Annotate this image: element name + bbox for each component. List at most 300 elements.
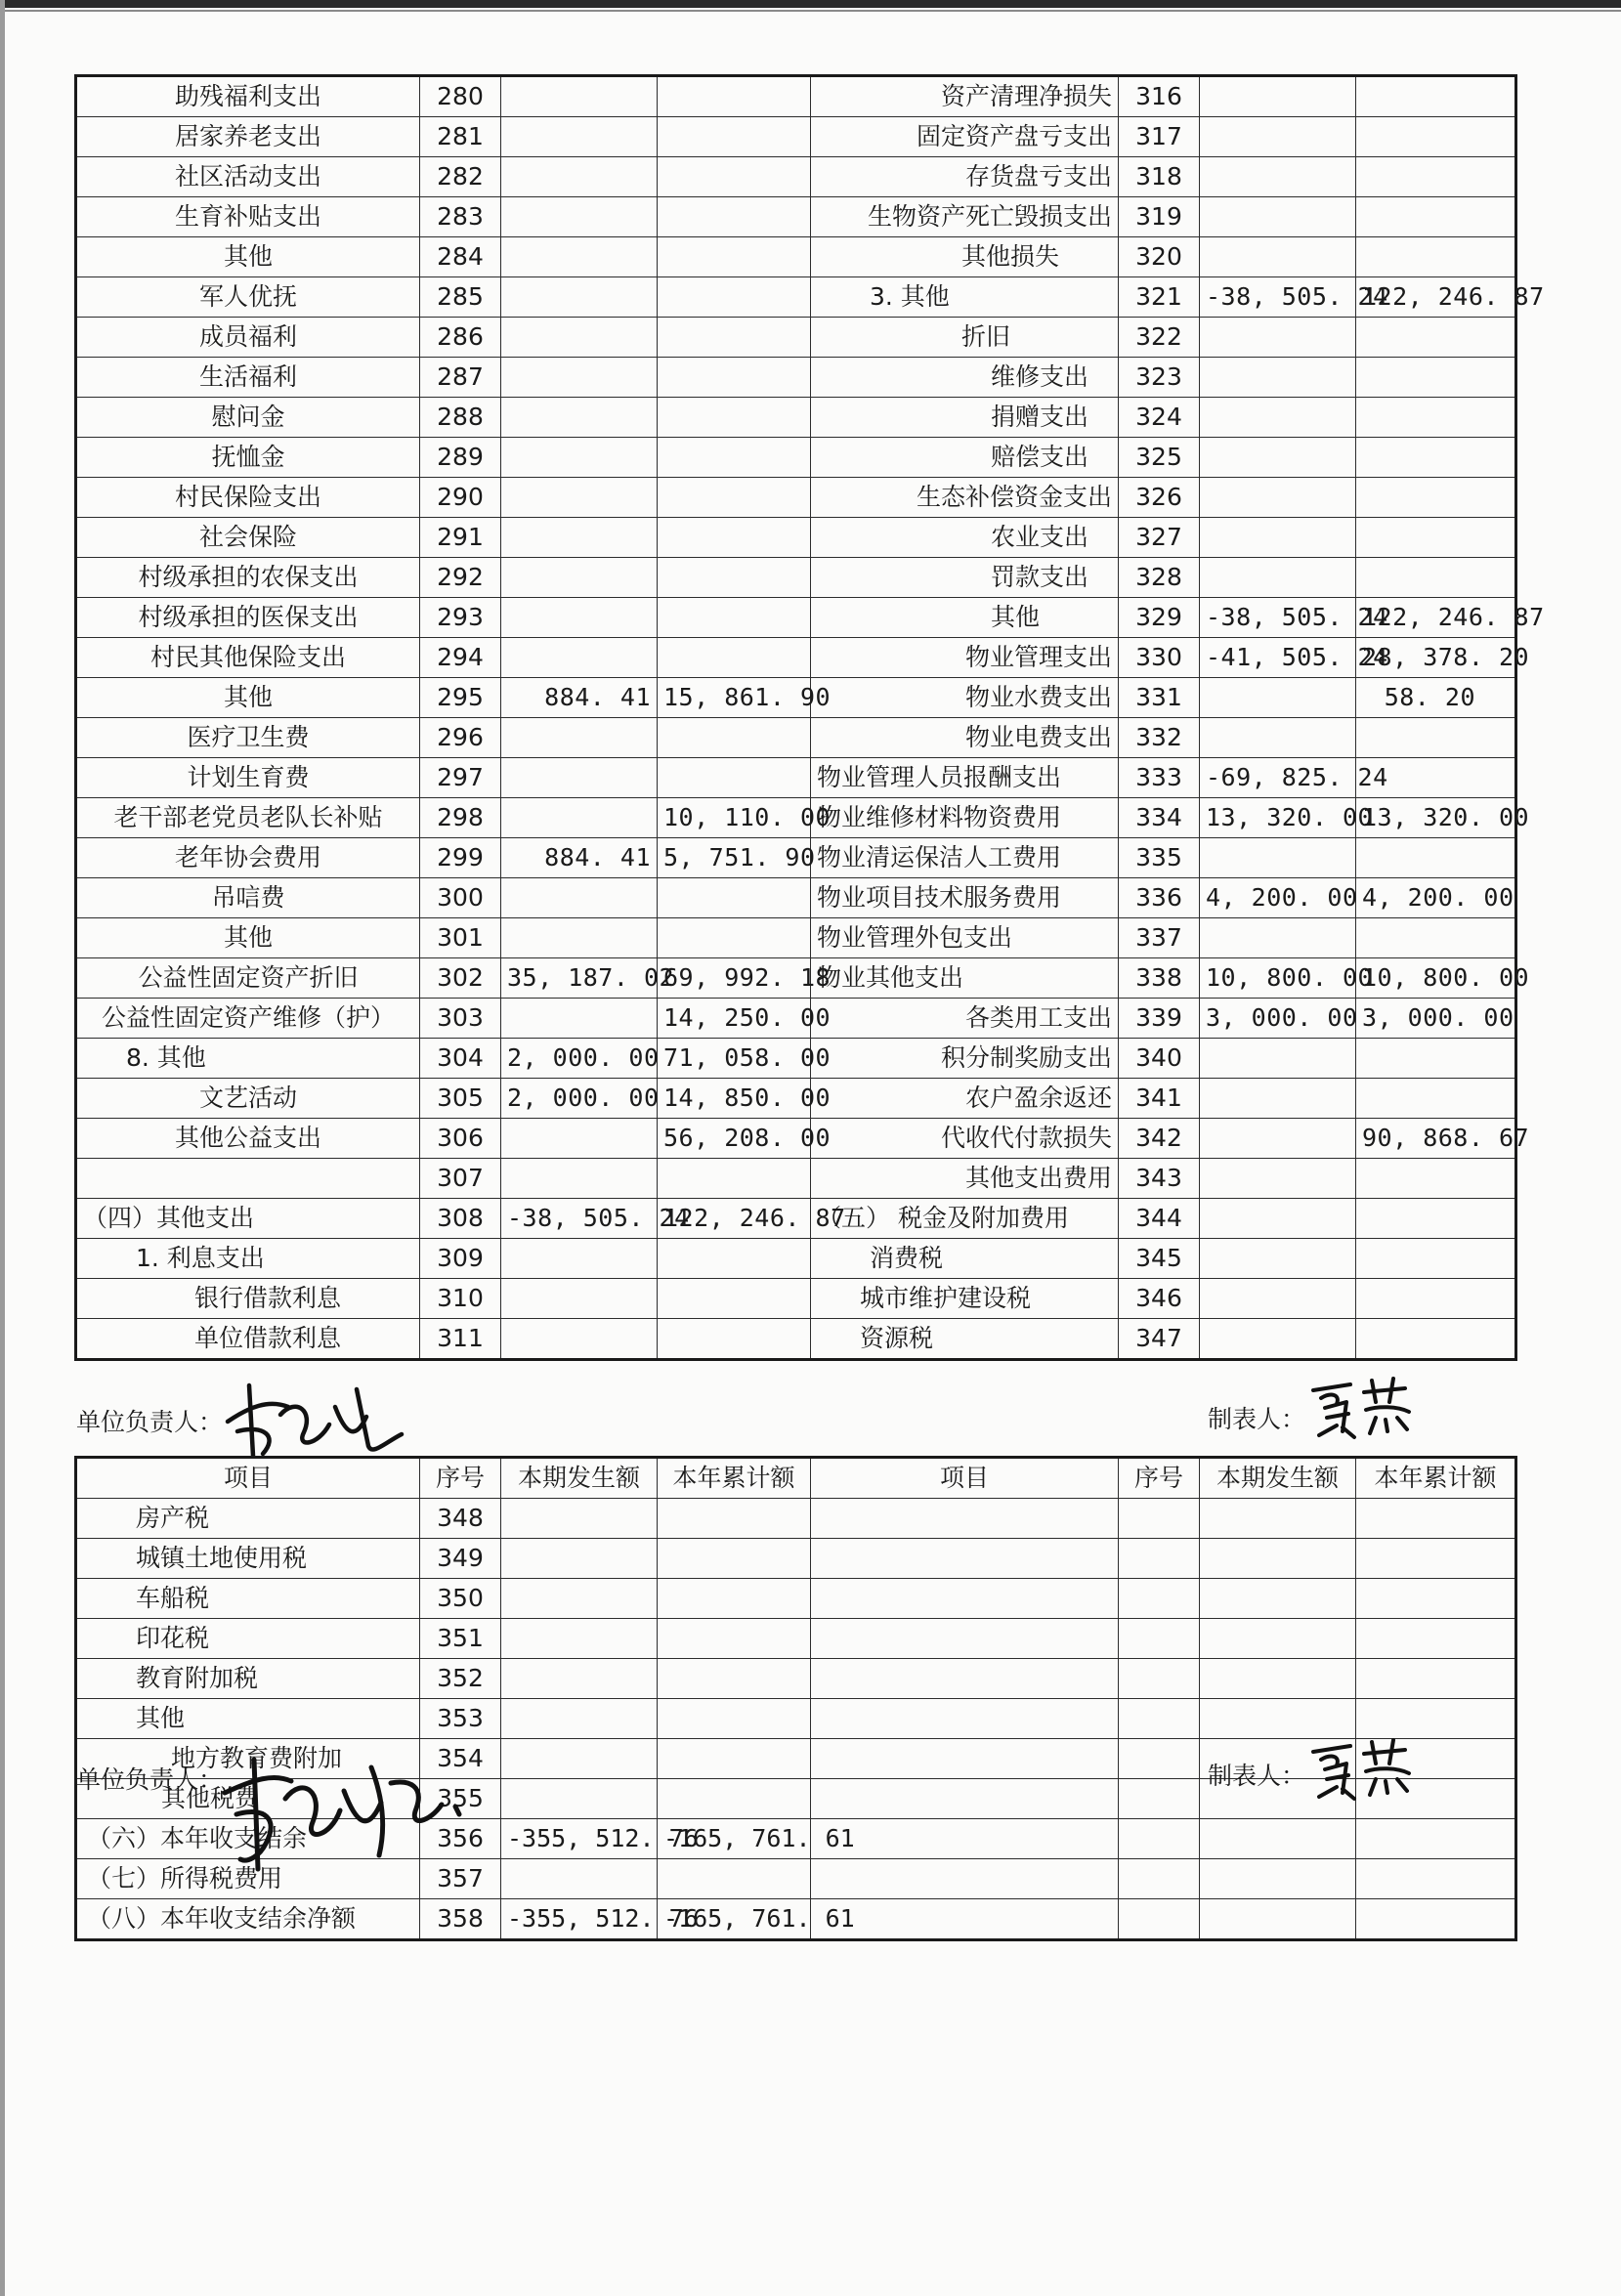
seq-cell: 352 [420,1659,501,1699]
item-cell: 文艺活动 [76,1079,420,1119]
ytd-cell [658,1579,811,1619]
current-cell [501,1279,658,1319]
seq-cell: 281 [420,117,501,157]
item-cell: 资产清理净损失 [811,76,1119,117]
ytd-cell [658,1619,811,1659]
item-cell: 生物资产死亡毁损支出 [811,197,1119,237]
table-row [76,1239,1516,1279]
ytd-cell [658,398,811,438]
item-cell: 抚恤金 [76,438,420,478]
item-cell: 计划生育费 [76,758,420,798]
table-row [76,598,1516,638]
ytd-cell: 3, 000. 00 [1356,999,1516,1039]
current-cell [1200,1319,1356,1360]
ytd-cell [658,558,811,598]
item-cell: 其他税费 [76,1779,420,1819]
ytd-cell [658,878,811,918]
item-cell: 存货盘亏支出 [811,157,1119,197]
ytd-cell: 10, 800. 00 [1356,958,1516,999]
current-cell [501,438,658,478]
seq-cell: 287 [420,358,501,398]
ytd-cell [1356,1239,1516,1279]
current-cell [501,398,658,438]
ytd-cell [1356,1159,1516,1199]
ytd-cell [658,1239,811,1279]
ytd-cell [658,1159,811,1199]
current-cell: 13, 320. 00 [1200,798,1356,838]
seq-cell: 319 [1119,197,1200,237]
current-cell [501,1699,658,1739]
current-cell [501,918,658,958]
current-cell: 884. 41 [501,678,658,718]
seq-cell: 338 [1119,958,1200,999]
header-current-2: 本期发生额 [1200,1458,1356,1499]
ytd-cell [658,318,811,358]
ytd-cell [658,758,811,798]
ytd-cell: 90, 868. 67 [1356,1119,1516,1159]
seq-cell: 297 [420,758,501,798]
item-cell: 吊唁费 [76,878,420,918]
table-row [76,1159,1516,1199]
current-cell: -38, 505. 24 [1200,598,1356,638]
item-cell: 资源税 [811,1319,1119,1360]
current-cell [501,157,658,197]
ytd-cell: 122, 246. 87 [1356,277,1516,318]
item-cell: 教育附加税 [76,1659,420,1699]
table-row [76,798,1516,838]
table-row [76,237,1516,277]
item-cell: 固定资产盘亏支出 [811,117,1119,157]
current-cell: 2, 000. 00 [501,1039,658,1079]
ytd-cell [1356,318,1516,358]
ytd-cell [658,1279,811,1319]
current-cell: -38, 505. 24 [501,1199,658,1239]
item-cell: 慰问金 [76,398,420,438]
item-cell: 物业清运保洁人工费用 [811,838,1119,878]
current-cell [501,598,658,638]
current-cell [1200,157,1356,197]
preparer-label: 制表人： [1208,1405,1306,1433]
table-row [76,398,1516,438]
current-cell [501,1739,658,1779]
seq-cell: 328 [1119,558,1200,598]
table-row [76,318,1516,358]
ytd-cell [1356,197,1516,237]
table-row [76,518,1516,558]
item-cell: 成员福利 [76,318,420,358]
table-row [76,638,1516,678]
seq-cell: 325 [1119,438,1200,478]
item-cell: 物业管理人员报酬支出 [811,758,1119,798]
seq-cell: 326 [1119,478,1200,518]
current-cell: -355, 512. 76 [501,1819,658,1859]
current-cell [501,1659,658,1699]
seq-cell: 308 [420,1199,501,1239]
current-cell: -355, 512. 76 [501,1899,658,1940]
seq-cell: 284 [420,237,501,277]
seq-cell: 320 [1119,237,1200,277]
header-ytd: 本年累计额 [658,1458,811,1499]
table-row [76,277,1516,318]
table-row [76,1899,1516,1940]
ytd-cell: 4, 200. 00 [1356,878,1516,918]
scan-top-edge-line [0,10,1621,12]
ytd-cell [1356,1079,1516,1119]
scan-top-edge [0,0,1621,8]
item-cell: 村级承担的医保支出 [76,598,420,638]
seq-cell: 299 [420,838,501,878]
current-cell [1200,358,1356,398]
header-seq: 序号 [420,1458,501,1499]
current-cell [501,1859,658,1899]
ytd-cell [1356,237,1516,277]
seq-cell: 302 [420,958,501,999]
item-cell: 代收代付款损失 [811,1119,1119,1159]
current-cell [501,758,658,798]
seq-cell: 293 [420,598,501,638]
item-cell: 其他 [76,918,420,958]
seq-cell: 336 [1119,878,1200,918]
current-cell [1200,1159,1356,1199]
ytd-cell [658,718,811,758]
ytd-cell [658,1859,811,1899]
item-cell: （七）所得税费用 [76,1859,420,1899]
item-cell: 城镇土地使用税 [76,1539,420,1579]
item-cell: 农户盈余返还 [811,1079,1119,1119]
current-cell [501,999,658,1039]
ytd-cell [658,918,811,958]
ytd-cell: 14, 250. 00 [658,999,811,1039]
ytd-cell: 10, 110. 00 [658,798,811,838]
unit-head-label: 单位负责人： [76,1408,224,1436]
item-cell: 折旧 [811,318,1119,358]
current-cell [501,358,658,398]
item-cell: 物业项目技术服务费用 [811,878,1119,918]
item-cell: 其他 [76,678,420,718]
ytd-cell: 58. 20 [1356,678,1516,718]
seq-cell: 341 [1119,1079,1200,1119]
current-cell [1200,76,1356,117]
ytd-cell [658,1699,811,1739]
current-cell: -38, 505. 24 [1200,277,1356,318]
current-cell [501,638,658,678]
table-row [76,157,1516,197]
unit-head-label-2: 单位负责人： [76,1765,224,1794]
seq-cell: 333 [1119,758,1200,798]
item-cell: 物业电费支出 [811,718,1119,758]
ytd-cell: 14, 850. 00 [658,1079,811,1119]
item-cell: 物业管理外包支出 [811,918,1119,958]
seq-cell: 294 [420,638,501,678]
seq-cell: 295 [420,678,501,718]
table-row [76,1699,1516,1739]
item-cell: 军人优抚 [76,277,420,318]
seq-cell: 353 [420,1699,501,1739]
seq-cell: 355 [420,1779,501,1819]
item-cell: 村级承担的农保支出 [76,558,420,598]
seq-cell: 304 [420,1039,501,1079]
table-row [76,918,1516,958]
current-cell [501,237,658,277]
header-row [76,1458,1516,1499]
item-cell: 城市维护建设税 [811,1279,1119,1319]
current-cell [1200,918,1356,958]
ytd-cell [658,197,811,237]
table-row [76,838,1516,878]
item-cell: 医疗卫生费 [76,718,420,758]
ytd-cell: -165, 761. 61 [658,1899,811,1940]
ytd-cell [658,438,811,478]
table-row [76,438,1516,478]
current-cell [501,1779,658,1819]
ytd-cell [1356,358,1516,398]
item-cell: （五） 税金及附加费用 [811,1199,1119,1239]
current-cell [501,1579,658,1619]
item-cell: 物业维修材料物资费用 [811,798,1119,838]
table-row [76,1079,1516,1119]
item-cell: 其他 [76,237,420,277]
seq-cell: 289 [420,438,501,478]
ytd-cell [1356,1319,1516,1360]
table-row [76,1619,1516,1659]
seq-cell: 357 [420,1859,501,1899]
seq-cell: 324 [1119,398,1200,438]
seq-cell: 311 [420,1319,501,1360]
seq-cell: 343 [1119,1159,1200,1199]
seq-cell: 280 [420,76,501,117]
ytd-cell [658,76,811,117]
seq-cell: 342 [1119,1119,1200,1159]
item-cell: 农业支出 [811,518,1119,558]
current-cell [501,878,658,918]
seq-cell: 332 [1119,718,1200,758]
item-cell: 积分制奖励支出 [811,1039,1119,1079]
current-cell [1200,678,1356,718]
seq-cell: 321 [1119,277,1200,318]
preparer-signature-1 [1307,1373,1415,1441]
current-cell [1200,117,1356,157]
current-cell: 3, 000. 00 [1200,999,1356,1039]
unit-head-signature-2 [215,1754,469,1881]
item-cell: （四）其他支出 [76,1199,420,1239]
table-row [76,1119,1516,1159]
ytd-cell [1356,558,1516,598]
item-cell: 老干部老党员老队长补贴 [76,798,420,838]
item-cell: 村民其他保险支出 [76,638,420,678]
item-cell: 其他支出费用 [811,1159,1119,1199]
current-cell [501,1539,658,1579]
current-cell [501,1119,658,1159]
table-row [76,718,1516,758]
seq-cell: 307 [420,1159,501,1199]
current-cell [1200,1079,1356,1119]
ytd-cell [658,1779,811,1819]
current-cell [1200,318,1356,358]
item-cell [76,1159,420,1199]
seq-cell: 354 [420,1739,501,1779]
current-cell [501,1499,658,1539]
table-row [76,358,1516,398]
item-cell: 赔偿支出 [811,438,1119,478]
item-cell: 车船税 [76,1579,420,1619]
seq-cell: 316 [1119,76,1200,117]
ytd-cell [1356,1199,1516,1239]
header-seq-2: 序号 [1119,1458,1200,1499]
current-cell [501,478,658,518]
seq-cell: 335 [1119,838,1200,878]
item-cell: 其他损失 [811,237,1119,277]
ytd-cell: 122, 246. 87 [1356,598,1516,638]
seq-cell: 340 [1119,1039,1200,1079]
current-cell [501,318,658,358]
seq-cell: 346 [1119,1279,1200,1319]
seq-cell: 347 [1119,1319,1200,1360]
preparer-label-2: 制表人： [1208,1762,1306,1790]
current-cell: -41, 505. 24 [1200,638,1356,678]
item-cell: 社会保险 [76,518,420,558]
ytd-cell [658,157,811,197]
ytd-cell [1356,76,1516,117]
unit-head-signature-1 [220,1378,405,1461]
ytd-cell [1356,157,1516,197]
ytd-cell [1356,918,1516,958]
table-row [76,1659,1516,1699]
ytd-cell: 15, 861. 90 [658,678,811,718]
seq-cell: 322 [1119,318,1200,358]
seq-cell: 329 [1119,598,1200,638]
current-cell [501,718,658,758]
item-cell: 物业水费支出 [811,678,1119,718]
seq-cell: 345 [1119,1239,1200,1279]
item-cell: 公益性固定资产维修（护） [76,999,420,1039]
item-cell: 助残福利支出 [76,76,420,117]
seq-cell: 283 [420,197,501,237]
current-cell [1200,197,1356,237]
current-cell [1200,438,1356,478]
table-row [76,76,1516,117]
current-cell [501,117,658,157]
seq-cell: 334 [1119,798,1200,838]
ytd-cell [1356,518,1516,558]
table-row [76,958,1516,999]
current-cell [1200,518,1356,558]
current-cell [501,1239,658,1279]
ytd-cell [658,277,811,318]
header-item: 项目 [76,1458,420,1499]
seq-cell: 350 [420,1579,501,1619]
item-cell: 地方教育费附加 [76,1739,420,1779]
current-cell [501,1619,658,1659]
item-cell: 生育补贴支出 [76,197,420,237]
item-cell: 村民保险支出 [76,478,420,518]
item-cell: 罚款支出 [811,558,1119,598]
current-cell: 10, 800. 00 [1200,958,1356,999]
ytd-cell [658,1659,811,1699]
seq-cell: 323 [1119,358,1200,398]
ytd-cell: 122, 246. 87 [658,1199,811,1239]
ytd-cell [1356,398,1516,438]
current-cell [1200,558,1356,598]
seq-cell: 290 [420,478,501,518]
seq-cell: 317 [1119,117,1200,157]
item-cell: 3. 其他 [811,277,1119,318]
table-row [76,999,1516,1039]
ytd-cell: 13, 320. 00 [1356,798,1516,838]
table-row [76,478,1516,518]
seq-cell: 330 [1119,638,1200,678]
seq-cell: 298 [420,798,501,838]
ytd-cell [658,518,811,558]
item-cell: 8. 其他 [76,1039,420,1079]
seq-cell: 292 [420,558,501,598]
current-cell [501,76,658,117]
ytd-cell [1356,117,1516,157]
current-cell [1200,1119,1356,1159]
current-cell [501,1159,658,1199]
seq-cell: 285 [420,277,501,318]
item-cell: 维修支出 [811,358,1119,398]
ytd-cell [658,598,811,638]
table-row [76,117,1516,157]
scan-left-edge [0,0,5,2296]
item-cell: 老年协会费用 [76,838,420,878]
item-cell: （六）本年收支结余 [76,1819,420,1859]
ytd-cell [1356,438,1516,478]
header-ytd-2: 本年累计额 [1356,1458,1516,1499]
table-row [76,558,1516,598]
seq-cell: 296 [420,718,501,758]
table-row [76,1199,1516,1239]
ytd-cell [658,1739,811,1779]
seq-cell: 351 [420,1619,501,1659]
item-cell: 社区活动支出 [76,157,420,197]
header-item-2: 项目 [811,1458,1119,1499]
item-cell: 消费税 [811,1239,1119,1279]
item-cell: 其他公益支出 [76,1119,420,1159]
current-cell [1200,1199,1356,1239]
current-cell [1200,398,1356,438]
current-cell [1200,1039,1356,1079]
table-row [76,197,1516,237]
ytd-cell: 71, 058. 00 [658,1039,811,1079]
item-cell: 生活福利 [76,358,420,398]
seq-cell: 303 [420,999,501,1039]
current-cell [1200,1239,1356,1279]
seq-cell: 349 [420,1539,501,1579]
current-cell: 4, 200. 00 [1200,878,1356,918]
seq-cell: 288 [420,398,501,438]
table-row [76,1499,1516,1539]
seq-cell: 339 [1119,999,1200,1039]
current-cell: 35, 187. 02 [501,958,658,999]
item-cell: 单位借款利息 [76,1319,420,1360]
item-cell: 居家养老支出 [76,117,420,157]
ytd-cell [1356,1279,1516,1319]
seq-cell: 300 [420,878,501,918]
current-cell [501,798,658,838]
table-row [76,1319,1516,1360]
table-row [76,758,1516,798]
current-cell [501,518,658,558]
seq-cell: 309 [420,1239,501,1279]
seq-cell: 337 [1119,918,1200,958]
seq-cell: 344 [1119,1199,1200,1239]
table-row [76,1039,1516,1079]
seq-cell: 356 [420,1819,501,1859]
expense-table-upper [74,74,1545,1361]
seq-cell: 358 [420,1899,501,1940]
ytd-cell: -165, 761. 61 [658,1819,811,1859]
